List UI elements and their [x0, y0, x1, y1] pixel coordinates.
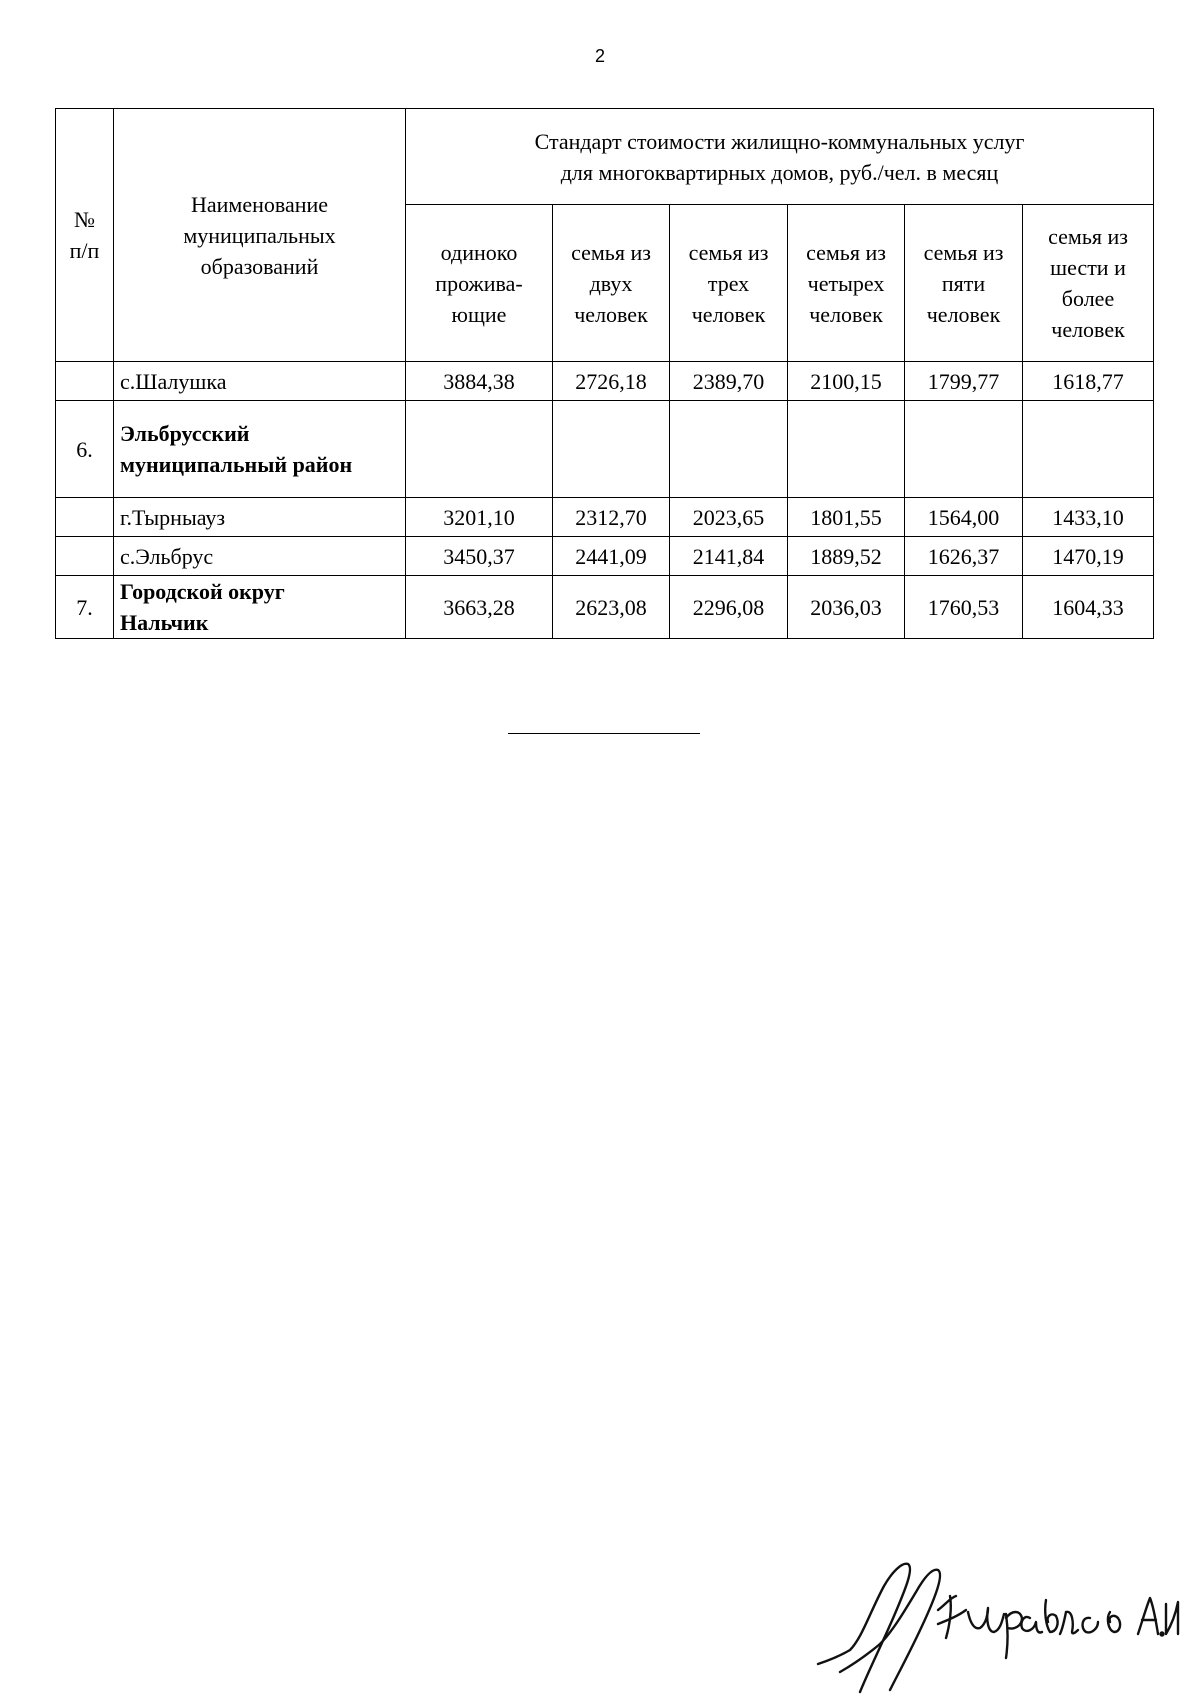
- row-value: 1470,19: [1023, 537, 1154, 576]
- row-value: 1801,55: [788, 498, 905, 537]
- end-divider-line: [508, 733, 700, 734]
- header-family-three: семья из трех человек: [670, 205, 788, 362]
- row-value: 1618,77: [1023, 362, 1154, 401]
- header-single: одиноко прожива- ющие: [406, 205, 553, 362]
- row-value: [406, 401, 553, 498]
- row-value: 1760,53: [905, 576, 1023, 639]
- header-cost-standard: Стандарт стоимости жилищно-коммунальных услуг для многоквартирных домов, руб./чел. в месяц: [406, 109, 1154, 205]
- row-value: 1889,52: [788, 537, 905, 576]
- page-number: 2: [594, 46, 605, 66]
- row-value: 1433,10: [1023, 498, 1154, 537]
- row-value: 1626,37: [905, 537, 1023, 576]
- row-name: с.Эльбрус: [114, 537, 406, 576]
- row-number: 7.: [56, 576, 114, 639]
- row-name: Городской округ Нальчик: [114, 576, 406, 639]
- table-header-row: [56, 109, 1154, 205]
- row-value: 2726,18: [553, 362, 670, 401]
- row-value: 2141,84: [670, 537, 788, 576]
- table-row: [56, 537, 1154, 576]
- row-value: 1564,00: [905, 498, 1023, 537]
- row-name: г.Тырныауз: [114, 498, 406, 537]
- row-value: 2312,70: [553, 498, 670, 537]
- header-number: № п/п: [56, 109, 114, 362]
- row-value: 2036,03: [788, 576, 905, 639]
- header-family-four: семья из четырех человек: [788, 205, 905, 362]
- row-value: 3884,38: [406, 362, 553, 401]
- row-value: 2296,08: [670, 576, 788, 639]
- row-value: 1604,33: [1023, 576, 1154, 639]
- row-value: [788, 401, 905, 498]
- row-number: [56, 498, 114, 537]
- table-row: [56, 362, 1154, 401]
- header-name: Наименование муниципальных образований: [114, 109, 406, 362]
- table-row: [56, 576, 1154, 639]
- header-family-six-plus: семья из шести и более человек: [1023, 205, 1154, 362]
- row-value: 2100,15: [788, 362, 905, 401]
- row-value: 2623,08: [553, 576, 670, 639]
- row-value: 2389,70: [670, 362, 788, 401]
- cost-standard-table: [55, 108, 1154, 639]
- table-row: [56, 498, 1154, 537]
- row-name: Эльбрусский муниципальный район: [114, 401, 406, 498]
- header-family-two: семья из двух человек: [553, 205, 670, 362]
- row-value: 3201,10: [406, 498, 553, 537]
- row-value: 3450,37: [406, 537, 553, 576]
- row-value: 1799,77: [905, 362, 1023, 401]
- row-number: [56, 362, 114, 401]
- row-value: 3663,28: [406, 576, 553, 639]
- row-value: [553, 401, 670, 498]
- row-number: 6.: [56, 401, 114, 498]
- row-value: 2441,09: [553, 537, 670, 576]
- row-number: [56, 537, 114, 576]
- row-value: [670, 401, 788, 498]
- signature-icon: [810, 1552, 1182, 1697]
- table-row: [56, 401, 1154, 498]
- header-family-five: семья из пяти человек: [905, 205, 1023, 362]
- row-value: [905, 401, 1023, 498]
- row-value: 2023,65: [670, 498, 788, 537]
- row-value: [1023, 401, 1154, 498]
- row-name: с.Шалушка: [114, 362, 406, 401]
